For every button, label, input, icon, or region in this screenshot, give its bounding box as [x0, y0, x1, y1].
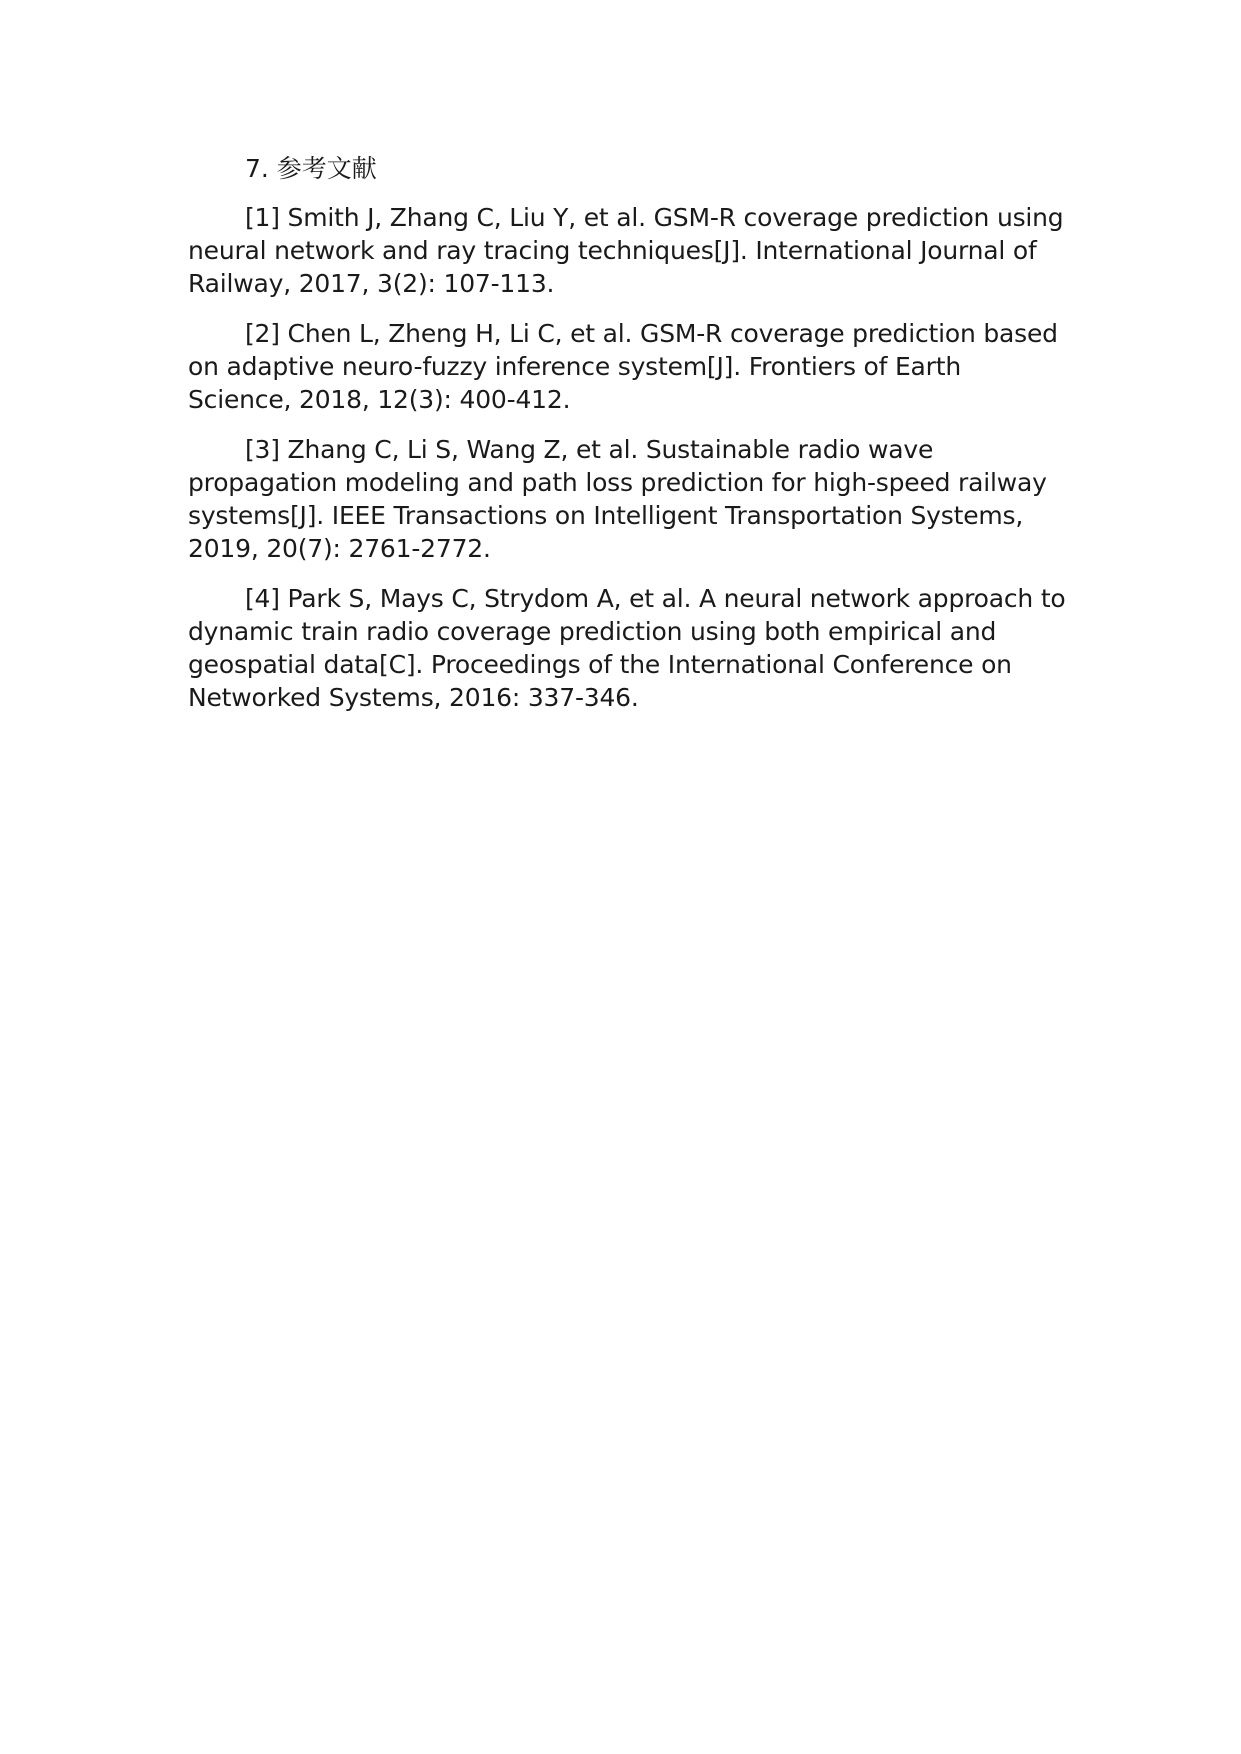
section-heading: 7. 参考文献	[245, 154, 377, 183]
reference-item-4: [4] Park S, Mays C, Strydom A, et al. A neural network approach to dynamic train radio coverage prediction using both empirical and geospatial data[C]. Proceedings of the International Conference on Networked Systems, 2016: 337-346.	[188, 584, 1066, 712]
document-page	[188, 152, 1068, 731]
reference-item-2: [2] Chen L, Zheng H, Li C, et al. GSM-R coverage prediction based on adaptive neuro-fuzzy inference system[J]. Frontiers of Earth Science, 2018, 12(3): 400-412.	[188, 319, 1058, 414]
reference-item-3: [3] Zhang C, Li S, Wang Z, et al. Sustainable radio wave propagation modeling and path loss prediction for high-speed railway systems[J]. IEEE Transactions on Intelligent Transportation Systems, 2019, 20(7): 2761-2772.	[188, 435, 1047, 563]
reference-item-1: [1] Smith J, Zhang C, Liu Y, et al. GSM-R coverage prediction using neural network and ray tracing techniques[J]. International Journal of Railway, 2017, 3(2): 107-113.	[188, 203, 1064, 298]
